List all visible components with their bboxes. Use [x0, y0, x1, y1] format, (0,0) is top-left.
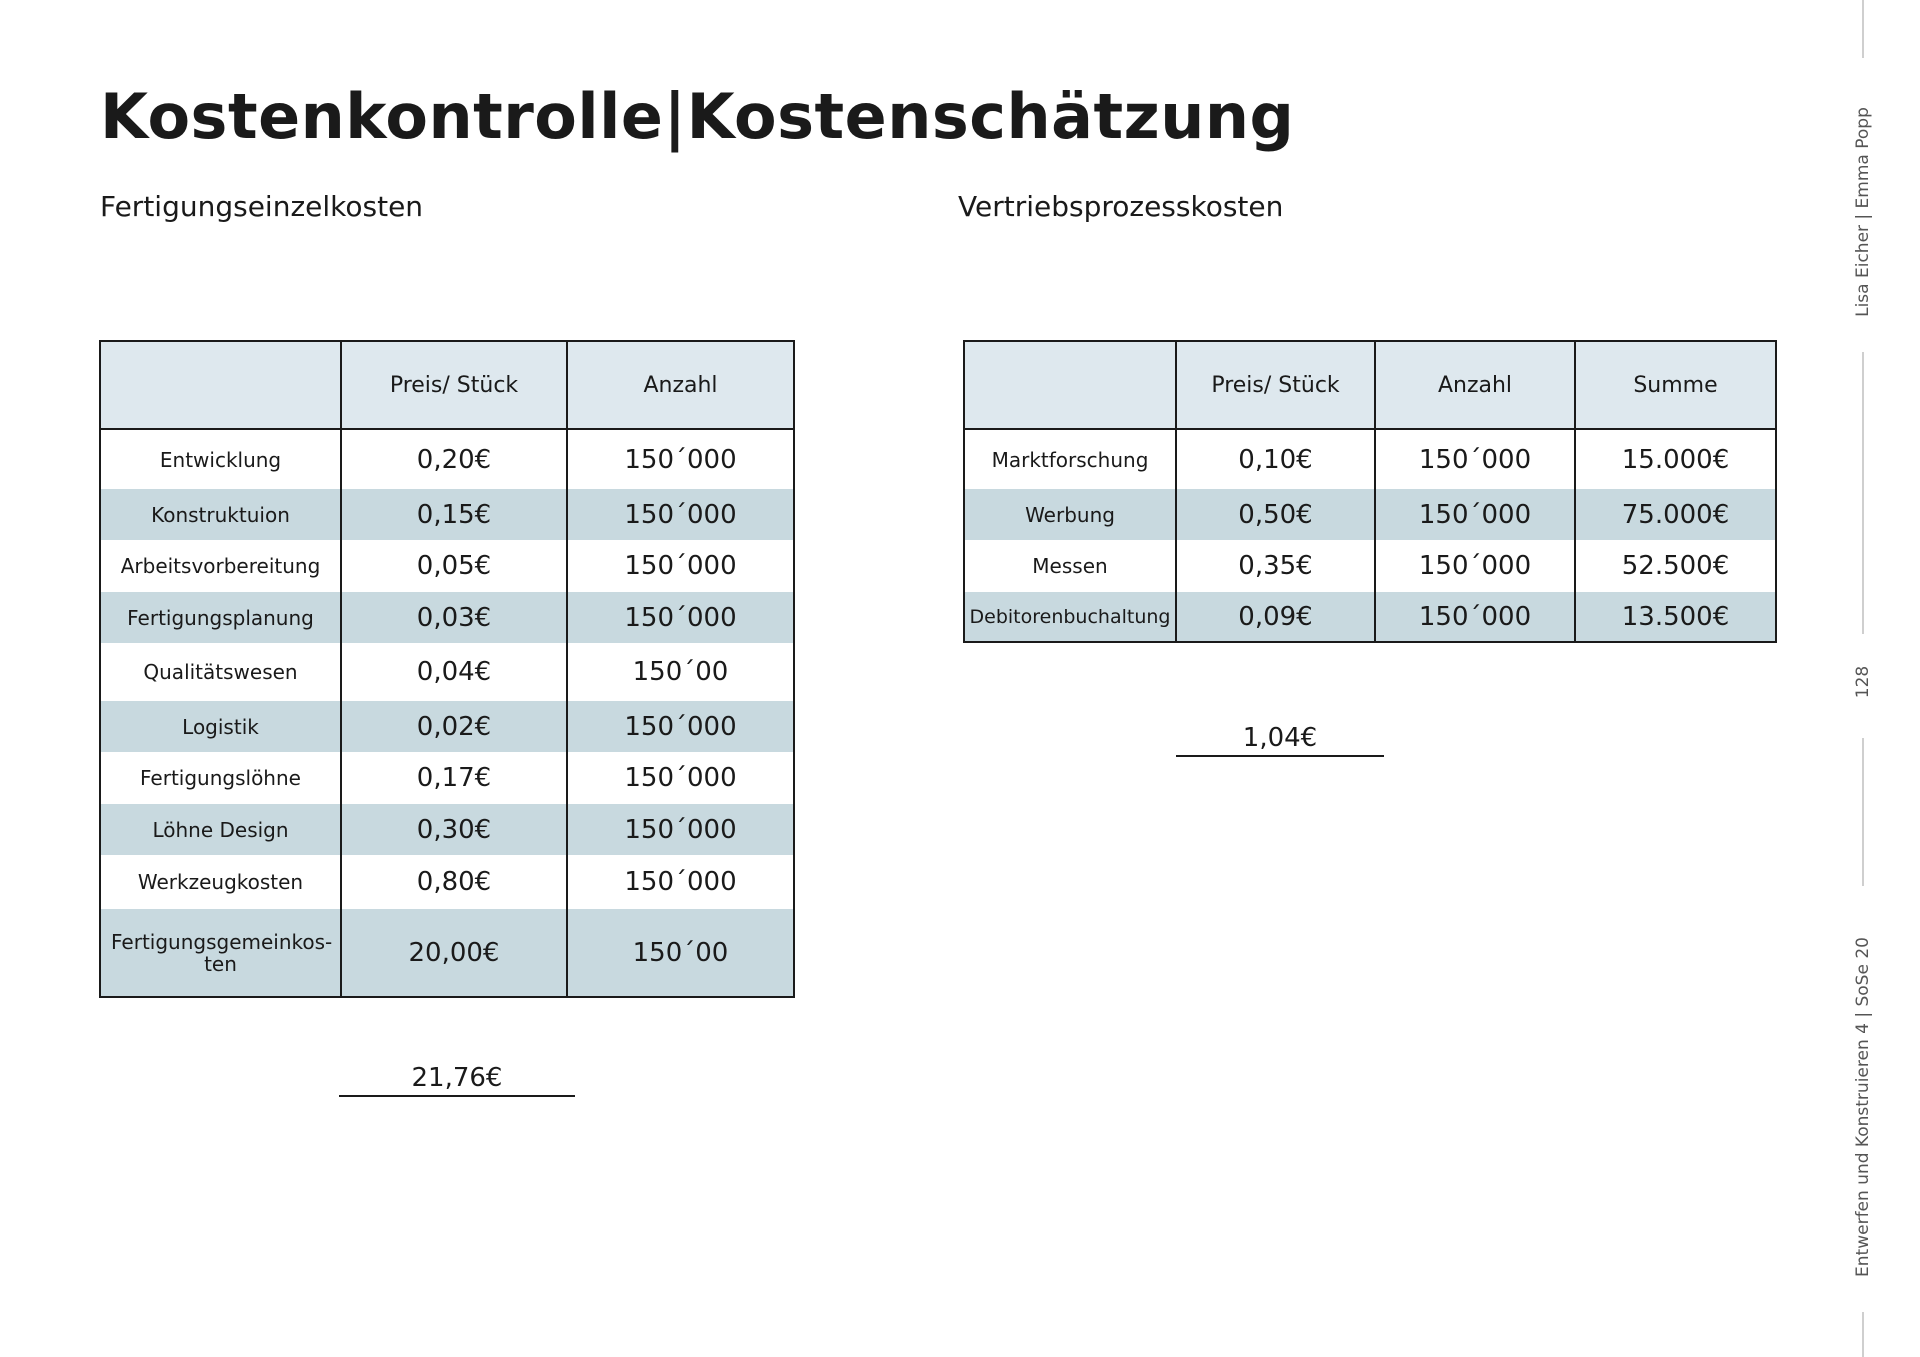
fertigung-heading: Fertigungseinzelkosten	[100, 190, 424, 223]
row-quantity: 150´000	[1375, 540, 1575, 592]
row-quantity: 150´000	[567, 855, 794, 909]
row-label: Arbeitsvorbereitung	[100, 540, 341, 592]
row-label: Fertigungsplanung	[100, 592, 341, 643]
table-row	[964, 489, 1776, 540]
table-row	[964, 540, 1776, 592]
column-header-sum: Summe	[1575, 341, 1776, 429]
row-quantity: 150´000	[567, 752, 794, 804]
row-quantity: 150´000	[1375, 489, 1575, 540]
table-row	[964, 429, 1776, 489]
row-label: Logistik	[100, 701, 341, 752]
row-label: Marktforschung	[964, 429, 1176, 489]
row-price: 0,80€	[341, 855, 567, 909]
table-row	[100, 643, 794, 701]
table-row	[100, 489, 794, 540]
fertigung-table	[99, 340, 795, 998]
column-header-price: Preis/ Stück	[341, 341, 567, 429]
row-quantity: 150´000	[567, 429, 794, 489]
sidebar-divider	[1862, 0, 1864, 58]
row-quantity: 150´00	[567, 643, 794, 701]
row-price: 0,17€	[341, 752, 567, 804]
row-sum: 13.500€	[1575, 592, 1776, 642]
table-row	[964, 592, 1776, 642]
row-label: Messen	[964, 540, 1176, 592]
vertrieb-table	[963, 340, 1777, 643]
column-header	[964, 341, 1176, 429]
row-price: 0,10€	[1176, 429, 1375, 489]
table-row	[100, 592, 794, 643]
sidebar-page-number: 128	[1853, 665, 1873, 699]
table-header-row	[964, 341, 1776, 429]
table-row	[100, 540, 794, 592]
sidebar-authors: Lisa Eicher | Emma Popp	[1853, 107, 1873, 317]
row-label: Fertigungsgemeinkos-ten	[100, 909, 341, 997]
row-price: 0,35€	[1176, 540, 1375, 592]
sidebar-divider	[1862, 1312, 1864, 1357]
table-row	[100, 429, 794, 489]
row-sum: 75.000€	[1575, 489, 1776, 540]
vertrieb-heading: Vertriebsprozesskosten	[958, 190, 1284, 223]
row-price: 0,04€	[341, 643, 567, 701]
sidebar-divider	[1862, 352, 1864, 634]
table-row	[100, 909, 794, 997]
row-quantity: 150´000	[567, 489, 794, 540]
column-header	[100, 341, 341, 429]
row-sum: 15.000€	[1575, 429, 1776, 489]
row-label: Werkzeugkosten	[100, 855, 341, 909]
row-quantity: 150´000	[567, 592, 794, 643]
page-title: Kostenkontrolle|Kostenschätzung	[100, 80, 1295, 153]
row-price: 0,09€	[1176, 592, 1375, 642]
table-row	[100, 752, 794, 804]
row-label: Werbung	[964, 489, 1176, 540]
row-price: 0,15€	[341, 489, 567, 540]
sidebar-divider	[1862, 738, 1864, 886]
row-quantity: 150´000	[567, 804, 794, 855]
row-sum: 52.500€	[1575, 540, 1776, 592]
row-label: Qualitätswesen	[100, 643, 341, 701]
fertigung-total: 21,76€	[339, 1063, 575, 1097]
row-quantity: 150´000	[567, 701, 794, 752]
table-row	[100, 804, 794, 855]
row-label: Konstruktuion	[100, 489, 341, 540]
row-price: 0,20€	[341, 429, 567, 489]
row-label: Entwicklung	[100, 429, 341, 489]
row-label: Fertigungslöhne	[100, 752, 341, 804]
sidebar-course: Entwerfen und Konstruieren 4 | SoSe 20	[1853, 937, 1873, 1277]
row-price: 0,30€	[341, 804, 567, 855]
row-quantity: 150´000	[1375, 592, 1575, 642]
row-price: 0,05€	[341, 540, 567, 592]
row-price: 0,02€	[341, 701, 567, 752]
row-price: 20,00€	[341, 909, 567, 997]
table-row	[100, 855, 794, 909]
row-quantity: 150´00	[567, 909, 794, 997]
column-header-quantity: Anzahl	[567, 341, 794, 429]
row-label: Debitorenbuchaltung	[964, 592, 1176, 642]
row-price: 0,50€	[1176, 489, 1375, 540]
row-label: Löhne Design	[100, 804, 341, 855]
vertrieb-total: 1,04€	[1176, 723, 1384, 757]
column-header-price: Preis/ Stück	[1176, 341, 1375, 429]
table-row	[100, 701, 794, 752]
row-price: 0,03€	[341, 592, 567, 643]
row-quantity: 150´000	[1375, 429, 1575, 489]
table-header-row	[100, 341, 794, 429]
row-quantity: 150´000	[567, 540, 794, 592]
column-header-quantity: Anzahl	[1375, 341, 1575, 429]
